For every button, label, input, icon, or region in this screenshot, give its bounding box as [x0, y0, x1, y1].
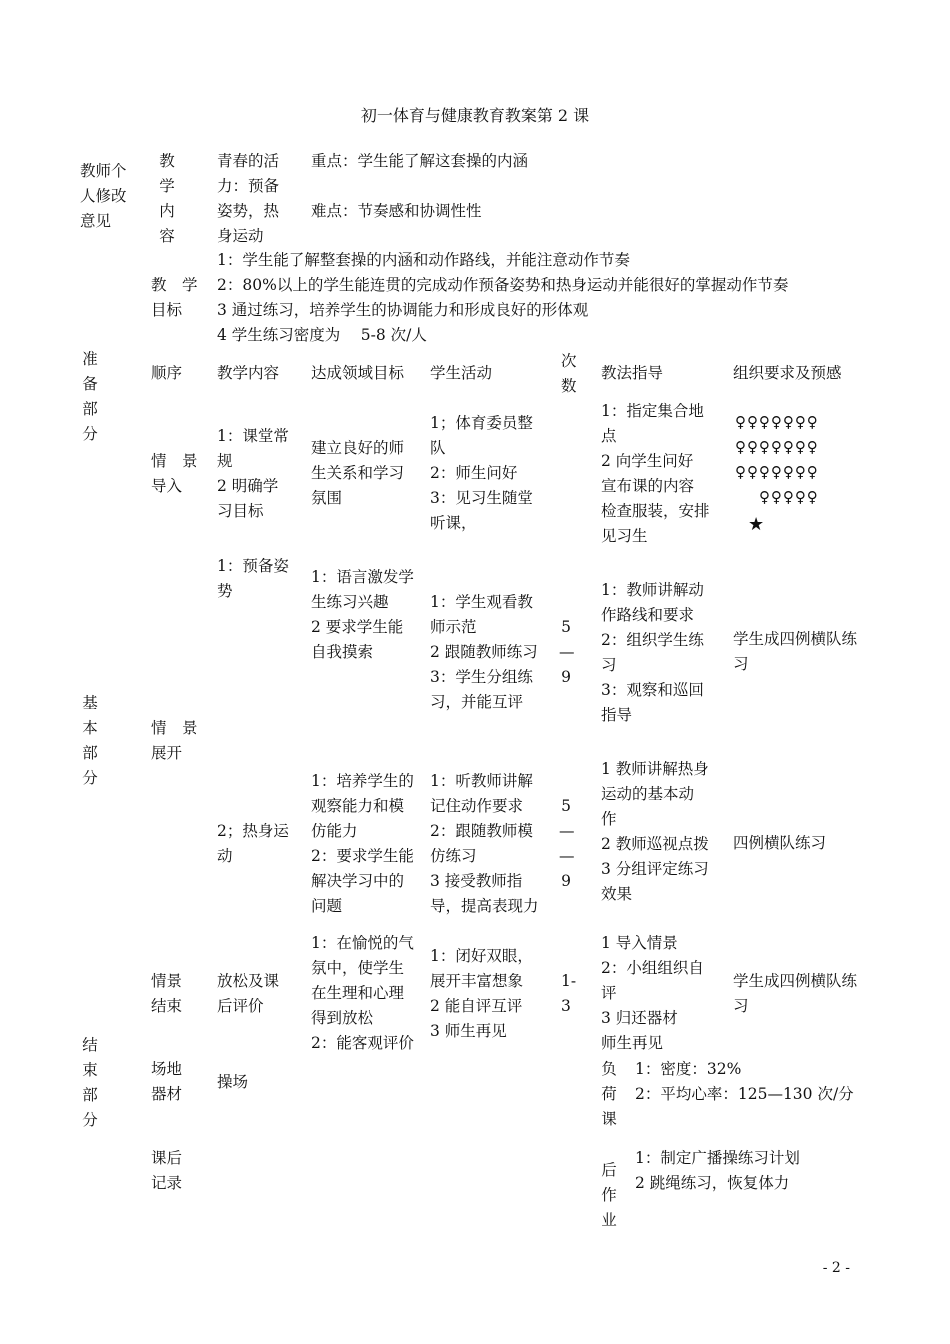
difficulty: 难点：节奏感和协调性性: [311, 202, 482, 220]
intro-method: 1：指定集合地 点 2 向学生问好 宣布课的内容 检查服装，安排 见习生: [601, 402, 710, 545]
venue-label: 场地 器材: [151, 1060, 183, 1103]
content-topic: 青春的活 力：预备 姿势，热 身运动: [217, 152, 280, 245]
intro-content: 1：课堂常 规 2 明确学 习目标: [217, 427, 289, 520]
formation-diagram: ♀♀♀♀♀♀♀ ♀♀♀♀♀♀♀ ♀♀♀♀♀♀♀ ♀♀♀♀♀: [735, 413, 819, 506]
header-order: 顺序: [151, 364, 183, 382]
intro-order: 情 景 导入: [151, 452, 198, 495]
end-method: 1 导入情景 2：小组组织自 评 3 归还器材 师生再见: [601, 934, 704, 1052]
teacher-star-icon: ★: [748, 514, 765, 535]
develop2-activity: 1：听教师讲解 记住动作要求 2：跟随教师模 仿练习 3 接受教师指 导，提高表现力: [430, 772, 539, 915]
develop2-times: 5 — — 9: [559, 797, 575, 890]
basic-section-label: 基 本 部 分: [82, 694, 98, 787]
homework-label: 后 作 业: [601, 1161, 617, 1229]
end-org: 学生成四例横队练 习: [733, 972, 858, 1015]
end-content: 放松及课 后评价: [217, 972, 280, 1015]
header-method: 教法指导: [601, 364, 664, 382]
key-point: 重点：学生能了解这套操的内涵: [311, 152, 529, 170]
end-times: 1- 3: [561, 972, 577, 1015]
end-activity: 1：闭好双眼， 展开丰富想象 2 能自评互评 3 师生再见: [430, 947, 533, 1040]
homework-value: 1：制定广播操练习计划 2 跳绳练习，恢复体力: [635, 1149, 800, 1192]
content-label: 教 学 内 容: [159, 152, 175, 245]
develop1-org: 学生成四例横队练 习: [733, 630, 858, 673]
develop2-goal: 1：培养学生的 观察能力和模 仿能力 2：要求学生能 解决学习中的 问题: [311, 772, 414, 915]
develop1-method: 1：教师讲解动 作路线和要求 2：组织学生练 习 3：观察和巡回 指导: [601, 581, 704, 724]
develop1-times: 5 — 9: [559, 618, 575, 686]
intro-activity: 1；体育委员整 队 2：师生问好 3：见习生随堂 听课，: [430, 414, 533, 532]
teacher-notes-label: 教师个 人修改 意见: [80, 162, 127, 230]
intro-goal: 建立良好的师 生关系和学习 氛围: [311, 439, 405, 507]
header-content: 教学内容: [217, 364, 280, 382]
load-label: 负 荷 课: [601, 1060, 617, 1128]
end-order: 情景 结束: [151, 972, 183, 1015]
develop1-content: 1：预备姿 势: [217, 557, 289, 600]
develop2-method: 1 教师讲解热身 运动的基本动 作 2 教师巡视点拨 3 分组评定练习 效果: [601, 760, 709, 903]
venue-value: 操场: [217, 1073, 249, 1091]
end-section-label: 结 束 部 分: [82, 1036, 98, 1129]
page-number: - 2 -: [822, 1260, 850, 1276]
develop2-content: 2；热身运 动: [217, 822, 289, 865]
develop1-goal: 1：语言激发学 生练习兴趣 2 要求学生能 自我摸索: [311, 568, 414, 661]
develop-order: 情 景 展开: [151, 719, 198, 762]
objectives-list: 1：学生能了解整套操的内涵和动作路线，并能注意动作节奏 2：80%以上的学生能连贯的完成动作预备姿势和热身运动并能很好的掌握动作节奏 3 通过练习，培养学生的协调能力和形成良好的形体观 4 学生练习密度为 5-8 次/人: [217, 251, 789, 344]
header-times: 次 数: [561, 352, 577, 395]
header-goal: 达成领域目标: [311, 364, 405, 382]
header-activity: 学生活动: [430, 364, 493, 382]
end-goal: 1：在愉悦的气 氛中，使学生 在生理和心理 得到放松 2：能客观评价: [311, 934, 414, 1052]
develop1-activity: 1：学生观看教 师示范 2 跟随教师练习 3：学生分组练 习，并能互评: [430, 593, 538, 711]
develop2-org: 四例横队练习: [733, 834, 827, 852]
objectives-label: 教 学 目标: [151, 276, 198, 319]
prep-section-label: 准 备 部 分: [82, 350, 98, 443]
header-org: 组织要求及预感: [733, 364, 842, 382]
record-label: 课后 记录: [151, 1149, 183, 1192]
load-value: 1：密度：32% 2：平均心率：125—130 次/分: [635, 1060, 854, 1103]
page-title: 初一体育与健康教育教案第 2 课: [360, 106, 590, 125]
